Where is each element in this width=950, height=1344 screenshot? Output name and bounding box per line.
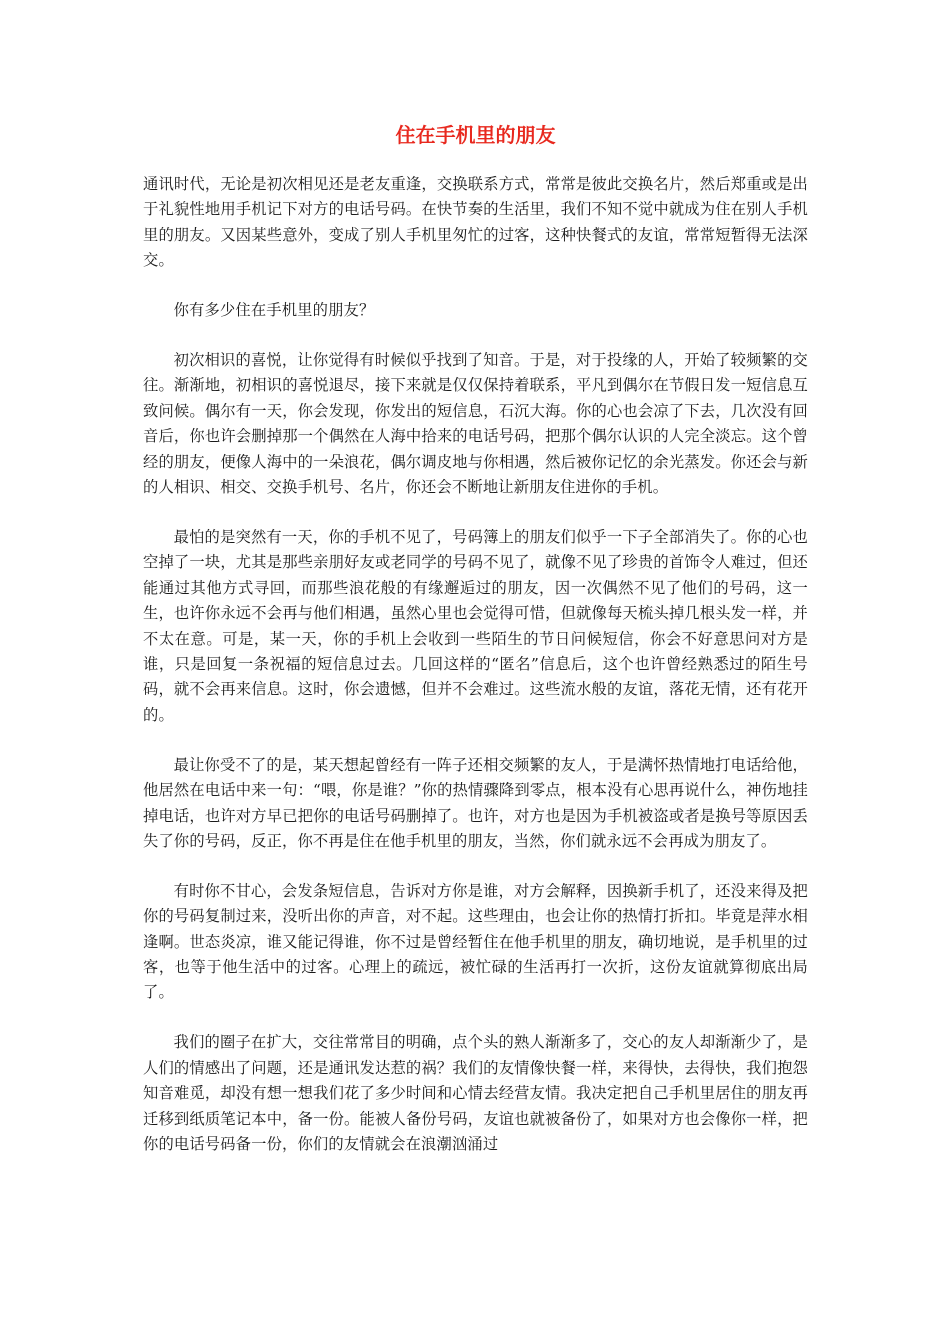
document-title: 住在手机里的朋友 [395,123,556,147]
paragraph-question: 你有多少住在手机里的朋友？ [173,301,375,320]
paragraph-intro: 通讯时代，无论是初次相见还是老友重逢，交换联系方式，常常是彼此交换名片，然后郑重或是出于礼貌性地用手机记下对方的电话号码。在快节奏的生活里，我们不知不觉中就成为住在别人手机里的朋友。又因某些意外，变成了别人手机里匆忙的过客，这种快餐式的友谊，常常短暂得无法深交。 [143,175,808,270]
document-body [143,172,808,1182]
paragraph-first-meeting: 初次相识的喜悦，让你觉得有时候似乎找到了知音。于是，对于投缘的人，开始了较频繁的交往。渐渐地，初相识的喜悦退尽，接下来就是仅仅保持着联系，平凡到偶尔在节假日发一短信息互致问候。偶尔有一天，你会发现，你发出的短信息，石沉大海。你的心也会凉了下去，几次没有回音后，你也许会删掉那一个偶然在人海中拾来的电话号码，把那个偶尔认识的人完全淡忘。这个曾经的朋友，便像人海中的一朵浪花，偶尔调皮地与你相遇，然后被你记忆的余光蒸发。你还会与新的人相识、相交、交换手机号、名片，你还会不断地让新朋友住进你的手机。 [143,351,808,497]
paragraph-not-reconciled: 有时你不甘心，会发条短信息，告诉对方你是谁，对方会解释，因换新手机了，还没来得及把你的号码复制过来，没听出你的声音，对不起。这些理由，也会让你的热情打折扣。毕竟是萍水相逢啊。世态炎凉，谁又能记得谁，你不过是曾经暂住在他手机里的朋友，确切地说，是手机里的过客，也等于他生活中的过客。心理上的疏远，被忙碌的生活再打一次折，这份友谊就算彻底出局了。 [143,881,808,1002]
paragraph-circle-expanding: 我们的圈子在扩大，交往常常目的明确，点个头的熟人渐渐多了，交心的友人却渐渐少了，是人们的情感出了问题，还是通讯发达惹的祸？我们的友情像快餐一样，来得快，去得快，我们抱怨知音难觅，却没有想一想我们花了多少时间和心情去经营友情。我决定把自己手机里居住的朋友再迁移到纸质笔记本中，备一份。能被人备份号码，友谊也就被备份了，如果对方也会像你一样，把你的电话号码备一份，你们的友情就会在浪潮汹涌过 [143,1033,808,1153]
paragraph-lost-phone: 最怕的是突然有一天，你的手机不见了，号码簿上的朋友们似乎一下子全部消失了。你的心也空掉了一块，尤其是那些亲朋好友或老同学的号码不见了，就像不见了珍贵的首饰令人难过，但还能通过其他方式寻回，而那些浪花般的有缘邂逅过的朋友，因一次偶然不见了他们的号码，这一生，也许你永远不会再与他们相遇，虽然心里也会觉得可惜，但就像每天梳头掉几根头发一样，并不太在意。可是，某一天，你的手机上会收到一些陌生的节日问候短信，你会不好意思问对方是谁，只是回复一条祝福的短信息过去。几回这样的“匿名”信息后，这个也许曾经熟悉过的陌生号码，就不会再来信息。这时，你会遗憾，但并不会难过。这些流水般的友谊，落花无情，还有花开的。 [143,527,808,724]
paragraph-who-are-you: 最让你受不了的是，某天想起曾经有一阵子还相交频繁的友人，于是满怀热情地打电话给他，他居然在电话中来一句：“喂，你是谁？”你的热情骤降到零点，根本没有心思再说什么，神伤地挂掉电话，也许对方早已把你的电话号码删掉了。也许，对方也是因为手机被盗或者是换号等原因丢失了你的号码，反正，你不再是住在他手机里的朋友，当然，你们就永远不会再成为朋友了。 [143,755,808,850]
